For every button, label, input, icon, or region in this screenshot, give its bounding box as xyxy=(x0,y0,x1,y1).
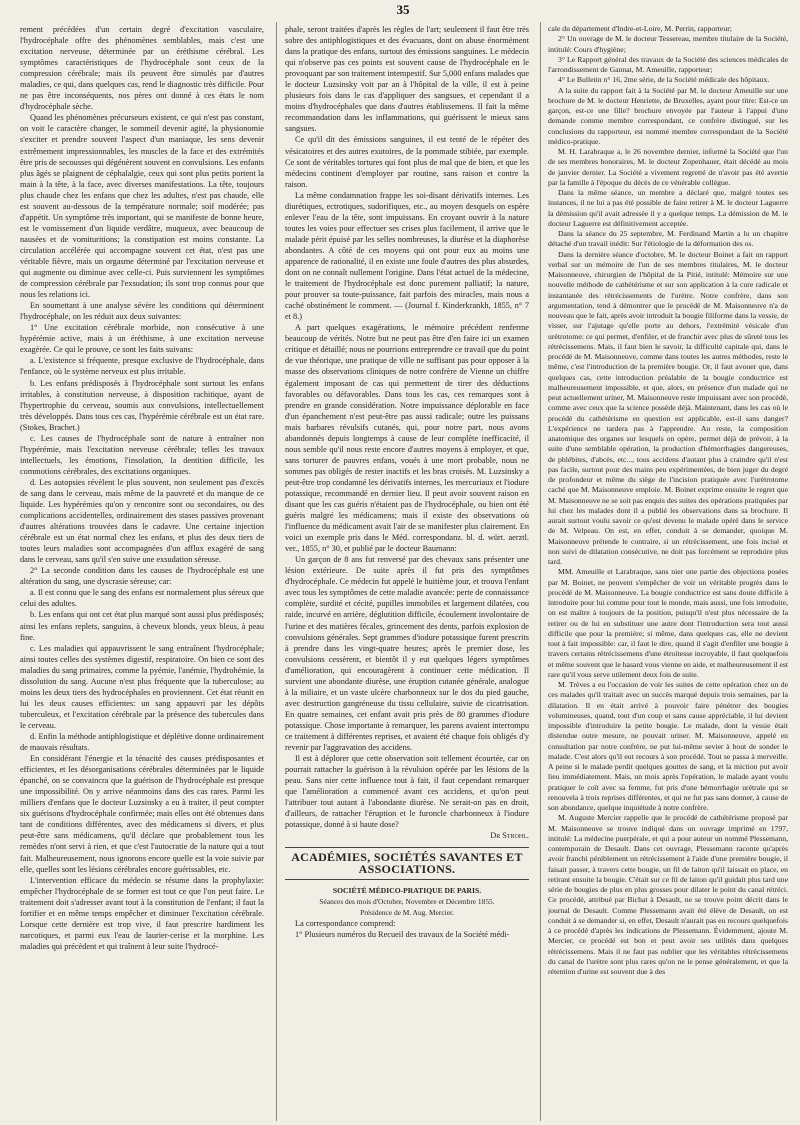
paragraph: Dans la dernière séance d'octobre, M. le docteur Boinet a fait un rapport verbal sur un mémoire de l'un de ses membres titulaires, M. le docteur Maisonneuve, chirurgien de l'hôpital de la Pitié, intitulé: Mémoire sur une nouvelle méthode de cathétérisme et sur son application à la cure radicale et instantanée des rétrécissements de l'urètre. Notre confrère, dans son argumentation, tend à démontrer que le procédé de M. Maisonneuve n'a de nouveau que le fait, après avoir introduit la bougie filiforme dans la vessie, de visser, sur l'ajutage qu'elle porte au dehors, l'extrémité vésicale d'un urétrotome: ce qui permet, d'enfiler, et de franchir avec plus de sûreté tous les rétrécissemens. Mais, il faut bien le savoir, la difficulté capitale qui, dans le procédé de M. Maisonneuve, comme dans toutes les autres méthodes, reste le même, c'est l'introduction de la première bougie. Or, il faut avouer que, dans quelques cas, cette introduction préalable de la bougie conductrice est malheureusement impossible, et que, alors, en présence d'un malade qui ne peut actuellement uriner, M. Maisonneuve reste impuissant avec son procédé, comme avec ceux que la science possède déjà. Maintenant, dans les cas où le procédé du cathétérisme en question est applicable, est-il sans danger? L'expérience ne tardera pas à l'apprendre. Au reste, la composition anatomique des organes sur lesquels on opère, permet déjà de prévoir, à la suite d'une semblable opération, la production d'hémorrhagies dangereuses, de phlébites, d'abcès, etc..., tous accidens d'autant plus à craindre qu'il n'est pas facile, surtout pour des mains peu expérimentées, de bien juger du degré de profondeur et même du siège de l'incision pratiquée avec l'urétrotome caché que M. Maisonneuve emploie. M. Boinet exprime ensuite le regret que M. Maisonneuve ne se soit pas enquis des suites des opérations pratiquées par lui chez les malades dont il a publié les observations dans sa brochure. Il aurait surtout voulu savoir ce qu'est devenu le malade opéré dans le service de M. Velpeau. On est, en effet, conduit à se demander, quoique M. Maisonneuve prétende le contraire, si un rétrécissement, une fois incisé et non suivi de dilatation consécutive, ne doit pas forcément se reproduire plus tard. xyxy=(548,249,788,566)
paragraph: d. Enfin la méthode antiphlogistique et déplétive donne ordinairement de mauvais résultats. xyxy=(20,732,264,753)
paragraph: 2° Un ouvrage de M. le docteur Tessereau, membre titulaire de la Société, intitulé: Cours d'hygiène; xyxy=(548,34,788,54)
paragraph: 3° Le Rapport général des travaux de la Société des sciences médicales de l'arrondissement de Gannat, M. Ameuille, rapporteur; xyxy=(548,54,788,74)
paragraph: En soumettant à une analyse sévère les conditions qui déterminent l'hydrocéphale, on les réduit aux deux suivantes: xyxy=(20,301,264,322)
paragraph: 2° La seconde condition dans les causes de l'hydrocéphale est une altération du sang, une dyscrasie séreuse; car: xyxy=(20,566,264,587)
paragraph: Il est à déplorer que cette observation soit tellement écourtée, car on pourrait rattacher la guérison à la révulsion opérée par les lésions de la peau. Sans nier cette influence tout à fait, il faut cependant remarquer que l'amélioration a commencé avant ces accidens, et qu'on peut l'attribuer tout autant à l'abondante diurèse. Ne serait-on pas en droit, d'ailleurs, de rattacher l'éruption et le furoncle charbonneux à l'iodure potassique, donné à si haute dose? xyxy=(285,754,529,830)
paragraph: a. Il est connu que le sang des enfans est normalement plus séreux que celui des adultes. xyxy=(20,588,264,609)
section-heading: ACADÉMIES, SOCIÉTÉS SAVANTES ET ASSOCIATIONS. xyxy=(285,847,529,879)
paragraph: M. Trèves a eu l'occasion de voir les suites de cette opération chez un de ces malades qu'il traitait avec un succès marqué depuis trois semaines, par la dilatation. Il en était arrivé à pouvoir faire pénétrer des bougies volumineuses, quand, tout d'un coup et sans cause appréciable, il lui devient impossible d'introduire la petite bougie. Le malade, dont la vessie était distendue outre mesure, ne pouvait uriner. M. Maisonneuve, appelé en consultation par notre confrère, ne put lui-même sevier à bout de sonder le malade. C'est alors qu'il eut recours à son procédé. Tout se passa à merveille. A peine si le malade perdit quelques gouttes de sang, et la miction put avoir lieu immédiatement. Mais, un mois après l'opération, le malade ayant voulu pratiquer le coït avec sa femme, fut pris d'une hémorrhagie urétrale qui se renouvela à trois reprises différentes, et qui ne fut pas sans donner, à cause de son abondance, quelque inquiétude à notre confrère. xyxy=(548,680,788,812)
paragraph: 1° Une excitation cérébrale morbide, non consécutive à une hypérémie active, mais à un éréthisme, à une excitation nerveuse exagérée. Ce qui le prouve, ce sont les faits suivans: xyxy=(20,323,264,355)
paragraph: cale du département d'Indre-et-Loire, M. Perrin, rapporteur; xyxy=(548,24,732,33)
author-signature: Dr Strohl. xyxy=(490,831,529,841)
column-rule xyxy=(276,22,277,1121)
session-info: Séances des mois d'Octobre, Novembre et Décembre 1855. xyxy=(319,896,495,906)
paragraph: En considérant l'énergie et la ténacité des causes prédisposantes et efficientes, et les désorganisations cérébrales déterminées par le liquide épanché, on se convaincra que la guérison de l'hydrocéphale est presque une impossibilité. On y arrive néanmoins dans des cas rares. Parmi les milliers d'enfans que le docteur Luzsinsky a eu à traiter, il peut compter six guérisons d'hydrocéphale confirmée; mais elles ont été obtenues dans tant de conditions différentes, avec des médicamens si divers, et plus peut-être sans médicamens, qu'il déclare que probablement tous les remèdes n'ont servi à rien, et que c'est l'autocratie de la nature qui a tout fait. Malheureusement, nous ignorons encore quelle est la voie suivie par elle, quelles sont les lésions cérébrales encore guérissables, etc. xyxy=(20,754,264,874)
column-rule xyxy=(540,22,541,1121)
paragraph: Dans la même séance, un membre a déclaré que, malgré toutes ses instances, il ne lui a pas été possible de faire retirer à M. le docteur Laguerre la démission qu'il avait adressée il y a quelque temps. La démission de M. le docteur Laguerre est définitivement acceptée. xyxy=(548,188,788,228)
paragraph: La correspondance comprend: xyxy=(295,918,396,928)
column-3 xyxy=(548,24,788,1122)
paragraph: Un garçon de 8 ans fut renversé par des chevaux sans présenter une lésion extérieure. De suite après il fut pris des symptômes d'hydrocéphale. Ce médecin fut appelé le huitième jour, et trouva l'enfant avec tous les symptômes de cette maladie avancée: perte de connaissance complète, surdité et cécité, pupilles immobiles et largement dilatées, cou raide, incurvé en arrière, déglutition difficile, écoulement involontaire de l'urine et des matières fécales, grincement des dents, parfois explosion de convulsions générales. Sept grammes d'iodure potassique furent prescrits à prendre dans les vingt-quatre heures; après le premier dose, les convulsions cessèrent, et bientôt il y eut quelques légers symptômes d'amélioration, qui encouragèrent à continuer cette médication. Il survient une abondante diurèse, une éruption cutanée générale, analogue à la miliaire, et un vaste ulcère charbonneux sur le dos du pied gauche, avec destruction gangréneuse du tissu cellulaire, suivie de cicatrisation. En quatre semaines, cet enfant avait pris près de 80 grammes d'iodure potassique. Chose importante à remarquer, les parens avaient interrompu ce traitement à différentes reprises, et avaient été chaque fois obligés d'y revenir par l'aggravation des accidens. xyxy=(285,555,529,753)
paragraph: c. Les causes de l'hydrocéphale sont de nature à entraîner non l'hypérémie, mais l'excitation nerveuse cérébrale; telles les travaux intellectuels, les émotions, l'insolation, la dentition difficile, les commotions cérébrales, des excitations organiques. xyxy=(20,433,264,476)
paragraph: b. Les enfans prédisposés à l'hydrocéphale sont surtout les enfans irritables, à constitution nerveuse, à disposition rachitique, ayant de l'hypertrophie du cerveau, soumis aux convulsions, intellectuellement très développés. Dans tous ces cas, l'hypérémie cérébrale est un état rare. (Stokes, Brachet.) xyxy=(20,378,264,432)
paragraph: Quand les phénomènes précurseurs existent, ce qui n'est pas constant, on voit le caractère changer, le sommeil devenir agité, la physionomie s'exciter et prendre souvent l'aspect d'un maniaque, les sens devenir extrêmement impressionnables, les muscles de la face et des extrémités être pris de secousses qui dégénèrent souvent en convulsions. Les enfants plus âgés se plaignent de céphalalgie, ceux qui sont plus petits portent la main à la tête, à la face, avec diverses manifestations. La tête, toujours plus chaude chez les enfans que chez les adultes, n'est pas chaude, elle est souvent au-dessous de la température normale; soif modérée; pas d'appétit. Un symptôme très important, qui se manifeste de bonne heure, est le vomissement d'un liquide verdâtre, muqueux, avec beaucoup de nausées et de vomituritions; la constipation est moins constante. La circulation accélérée qui accompagne souvent cet état, n'est pas une véritable fièvre, mais un orgasme déterminé par l'excitation nerveuse et qui augmente ou diminue avec celle-ci. Puis surviennent les symptômes de compression cérébrale par l'exsudation; ils sont trop connus pour que nous les relations ici. xyxy=(20,113,264,300)
paragraph: Dans la séance du 25 septembre, M. Ferdinand Martin a lu un chapitre détaché d'un travail inédit: Sur l'étiologie de la déformation des os. xyxy=(548,229,788,249)
paragraph: M. H. Larabraque a, le 26 novembre dernier, informé la Société que l'un de ses membres honoraires, M. le docteur Zopenhauer, était décédé au mois de janvier dernier. La Société a vivement regretté de n'avoir pas été avertie par la famille à l'époque du décès de ce vénérable collègue. xyxy=(548,147,788,187)
paragraph: MM. Ameuille et Larabraque, sans nier une partie des objections posées par M. Boinet, ne peuvent s'empêcher de voir un véritable progrès dans le procédé de M. Maisonneuve. La bougie conductrice est sans doute difficile à introduire pour lui comme pour tout le monde, mais aussi, une fois introduite, on est maître à toujours de la position, puisqu'il n'est plus nécessaire de la retirer ou de lui en substituer une autre dont l'introduction sera tout aussi difficile que pour la première; si même, dans quelques cas, elle ne devient tout à fait impossible: car, il faut le dire, quand il s'agit d'enfiler une bougie à travers certains rétrécissemens d'une étroitesse incroyable, il faut quelquefois et même souvent que le hasard vous vienne en aide, et malheureusement il est rare qu'il vous serve utilement deux fois de suite. xyxy=(548,567,788,679)
paragraph: L'intervention efficace du médecin se résume dans la prophylaxie: empêcher l'hydrocéphale de se former est tout ce que l'on peut faire. Le traitement doit s'adresser avant tout à la constitution de l'enfant; il faut la fortifier et en même temps empêcher et diminuer l'excitation cérébrale. Lorsque cette dernière est trop vive, il faut prescrire hardiment les narcotiques, et parmi eux l'eau de laurier-cerise et la morphine. Les maladies qui précèdent et qui traînent à leur suite l'hydrocé- xyxy=(20,875,264,951)
paragraph: M. Auguste Mercier rappelle que le procédé de cathétérisme proposé par M. Maisonneuve se trouve indiqué dans un ouvrage imprimé en 1797, intitulé: La médecine puerpérale, et qui a pour auteur un nommé Plessemann, contemporain de Desault. Dans cet ouvrage, Plessemann raconte qu'après avoir franchi péniblement un rétrécissement à l'aide d'une première bougie, il faisait passer, à travers cette bougie, un fil de laiton qu'il laissait en place, en retirant ensuite la bougie. C'était sur ce fil de laiton qu'il guidait plus tard une série de bougies de plus en plus grosses pour dilater le point du canal rétréci. Ce procédé, attribué par Bichat à Desault, ne se trouve point décrit dans le journal de Desault. Comme Plessemann avait été élève de Desault, on est conduit à se demander si, en effet, Desault n'aurait pas eu recours quelquefois à ce procédé d'après les indications de Plessemann. Évidemment, ajoute M. Mercier, ce procédé est bon et peut avoir ses utilités dans quelques rétrécissemens. Mais il ne faut pas oublier que les véritables rétrécissemens du canal de l'urètre sont plus rares qu'on ne le pense généralement, et que la rétention d'urine est souvent due à des xyxy=(548,813,788,976)
page-number: 35 xyxy=(396,2,410,17)
column-1 xyxy=(20,24,264,1122)
paragraph: a. L'existence si fréquente, presque exclusive de l'hydrocéphale, dans l'enfance, où le système nerveux est plus irritable. xyxy=(20,356,264,377)
paragraph: c. Les maladies qui appauvrissent le sang entraînent l'hydrocéphale; ainsi toutes celles des systèmes digestif, respiratoire. On bien ce sont des maladies du sang primaires, comme la pyémie, l'anémie, l'hydrohémie, la dissolution du sang. Aucune n'est plus fréquente que la tuberculose; au moins les deux tiers des hydrocéphales en proviennent. Cet état réunit en lui les deux causes efficientes: un sang appauvri par les dépôts tuberculeux, et l'excitation cérébrale par la présence des tubercules dans le cerveau. xyxy=(20,643,264,730)
paragraph: 1° Plusieurs numéros du Recueil des travaux de la Société médi- xyxy=(295,929,510,939)
column-2 xyxy=(285,24,529,1122)
paragraph: b. Les enfans qui ont cet état plus marqué sont aussi plus prédisposés; ainsi les enfans replets, sanguins, à cheveux blonds, yeux bleus, à peau fine. xyxy=(20,610,264,642)
paragraph: 4° Le Bulletin n° 16, 2me série, de la Société médicale des hôpitaux. xyxy=(558,75,770,85)
paragraph: A la suite du rapport fait à la Société par M. le docteur Ameuille sur une brochure de M. le docteur Henriette, de Bruxelles, ayant pour titre: Est-ce un garçon, est-ce une fille? brochure envoyée par l'auteur à l'appui d'une demande comme membre correspondant, ce confrère distingué, sur les conclusions du rapporteur, est nommé membre correspondant de la Société médico-pratique. xyxy=(548,85,788,146)
president-line: Présidence de M. Aug. Mercier. xyxy=(360,907,454,917)
paragraph: d. Les autopsies révèlent le plus souvent, non seulement pas d'excès de sang dans le cerveau, mais même de la pauvreté et du manque de ce liquide. Les hypérémies qu'on y rencontre sont ou secondaires, ou des complications accidentelles, ordinairement des stases passives provenant d'autres altérations trouvées dans le cadavre. Une certaine injection cérébrale est un état normal chez les enfans, et plus des deux tiers de toutes leurs maladies sont accompagnées d'un afflux exagéré de sang dans le cerveau, sans qu'il s'en suive une exsudation séreuse. xyxy=(20,477,264,565)
paragraph: phale, seront traitées d'après les règles de l'art; seulement il faut être très sobre des antiphlogistiques et des évacuans, dont on abuse énormément dans la pratique des enfans, surtout des émissions sanguines. Le médecin qui n'observe pas ces points est souvent cause de l'hydrocéphale en le provoquant par son traitement intempestif. Sur 5,000 enfans malades que le docteur Luzsinsky voit par an à l'hôpital de la ville, il est à peine plusieurs fois dans le cas d'appliquer des sangsues, et cependant il a moins d'hydrocéphales que dans d'autres établissemens. Il fait la même recommandation dans les inflammations, qui guérissent le mieux sans sangsues. xyxy=(285,25,529,134)
paragraph: rement précédées d'un certain degré d'excitation vasculaire, l'hydrocéphale offre des phénomènes semblables, mais c'est une excitation nerveuse, déterminée par un éréthisme cérébral. Les symptômes caractéristiques de l'hydrocéphale sont ceux de la compression cérébrale; mais ils peuvent être simulés par d'autres maladies, ce qui, dans quelques cas, rend le diagnostic très difficile. Pour ne pas être inconséquents, nos pères ont donné à ces états le nom d'hydrocéphale sèche. xyxy=(20,25,264,112)
society-name: SOCIÉTÉ MÉDICO-PRATIQUE DE PARIS. xyxy=(332,885,482,895)
paragraph: La même condamnation frappe les soi-disant dérivatifs internes. Les diurétiques, ectrotiques, sudorifiques, etc., au moyen desquels on espère enlever l'eau de la tête, sont impuissans. En croyant ouvrir à la nature toutes les voies pour effectuer ses crises plus facilement, il arrive que le malade périt épuisé par les selles nombreuses, la diurèse et la diaphorèse abondantes. A côté de ces moyens qui ont pour eux au moins une apparence de rationalité, il en existe une foule d'autres des plus absurdes, dont on ne connaît nullement l'origine. Dans l'état actuel de la médecine, le traitement de l'hydrocéphale est donc purement palliatif; la nature, pour prouver sa toute-puissance, fait parfois des miracles, mais nous a caché obstinément le comment. — (Journal f. Kinderkrankh, 1855, n° 7 et 8.) xyxy=(285,190,529,322)
paragraph: A part quelques exagérations, le mémoire précédent renferme beaucoup de vérités. Notre but ne peut pas être d'en faire ici un examen critique et détaillé; nous ne pourrions entreprendre ce travail que du point de vue théorique, une pratique de ville ne suffisant pas pour opposer à la masse des observations cliniques de notre confrère de Vienne un chiffre également imposant de cas qui permettent de tirer des déductions favorables ou défavorables. Dans tous les cas, ces remarques sont à prendre en grande considération. Notre impuissance déplorable en face d'un épanchement n'est peut-être pas aussi radicale; outre les puissans mais barbares révulsifs cutanés, qui, pour notre part, nous avons abandonnés depuis longtemps à cause de leur complète inefficacité, il nous semble qu'il nous reste encore d'autres moyens à employer, et que, sans torturer de pauvres enfans, voués à une mort probable, nous ne sommes pas obligés de rester inactifs et les bras croisés. M. Luzsinsky a peut-être trop condamné les dérivatifs internes, les mercuriaux et l'iodure potassique, recommandé en dernier lieu. Il peut avoir souvent raison en disant que les cas guéris n'étaient pas de l'hydrocéphale, ou bien ont été guéris malgré les médicamens; mais il existe des observations où l'influence du médicament avait l'air de se manifester plus clairement. En voici un exemple pris dans le Méd. correspondanz. bl. d. würt. aerztl. ver., 1855, n° 30, et publié par le docteur Baumann: xyxy=(285,323,529,554)
paragraph: Ce qu'il dit des émissions sanguines, il est tenté de le répéter des vésicatoires et des autres exutoires, de la pommade stibiée, par exemple. Ce sont de véritables tortures qui font plus de mal que de bien, et que les médecins continent d'employer par routine, sans raison et contre la raison. xyxy=(285,135,529,189)
